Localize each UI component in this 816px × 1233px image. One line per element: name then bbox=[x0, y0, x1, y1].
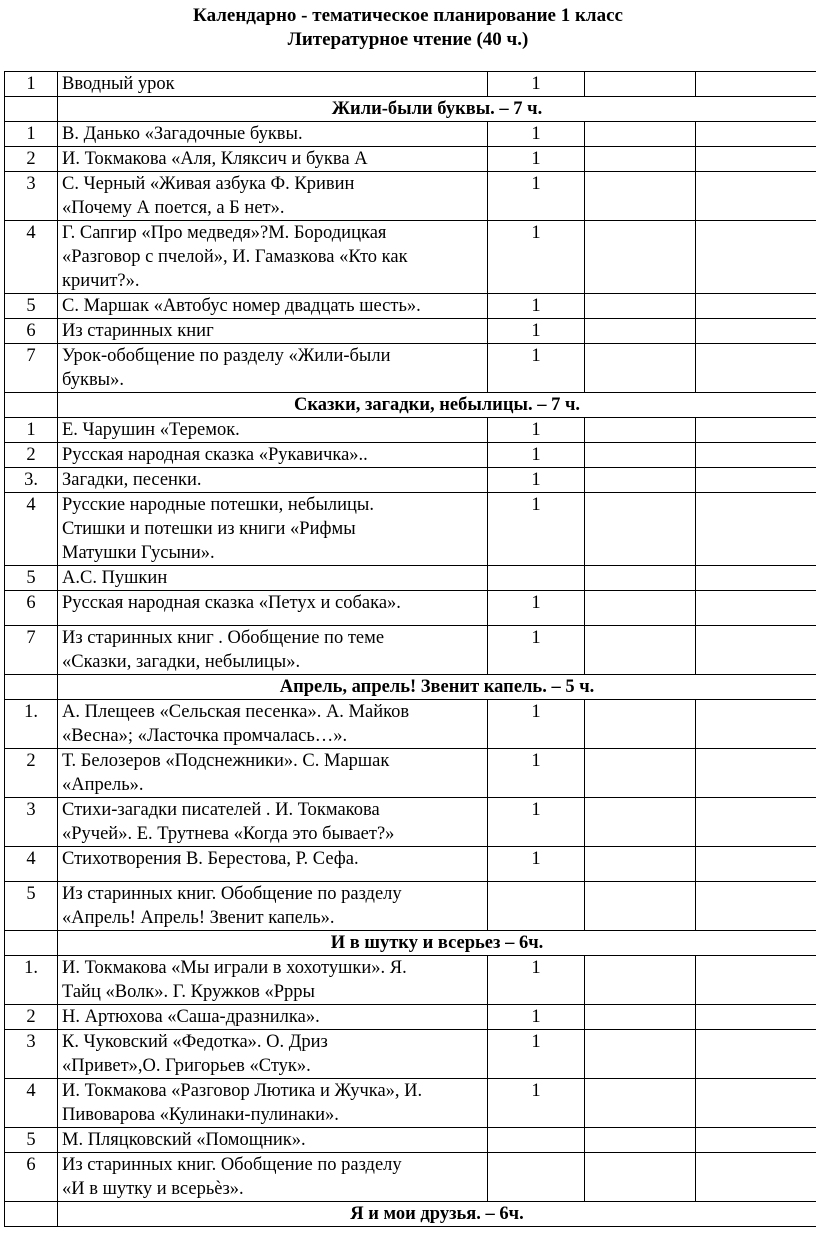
lesson-hours: 1 bbox=[488, 221, 585, 294]
section-number-cell bbox=[5, 393, 58, 418]
section-number-cell bbox=[5, 1202, 58, 1227]
lesson-number: 6 bbox=[5, 591, 58, 626]
lesson-date-plan-cell bbox=[585, 72, 696, 97]
lesson-date-plan-cell bbox=[585, 344, 696, 393]
lesson-title: Вводный урок bbox=[58, 72, 488, 97]
lesson-title: И. Токмакова «Разговор Лютика и Жучка», И. Пивоварова «Кулинаки-пулинаки». bbox=[58, 1079, 488, 1128]
lesson-date-plan-cell bbox=[585, 1128, 696, 1153]
lesson-title: Из старинных книг. Обобщение по разделу «Апрель! Апрель! Звенит капель». bbox=[58, 882, 488, 931]
section-number-cell bbox=[5, 97, 58, 122]
lesson-date-fact-cell bbox=[696, 798, 816, 847]
lesson-number: 3 bbox=[5, 1030, 58, 1079]
lesson-row bbox=[5, 566, 816, 591]
page-title-line2: Литературное чтение (40 ч.) bbox=[287, 29, 529, 50]
lesson-date-plan-cell bbox=[585, 566, 696, 591]
lesson-hours: 1 bbox=[488, 493, 585, 566]
lesson-row bbox=[5, 1153, 816, 1202]
lesson-row bbox=[5, 798, 816, 847]
lesson-hours: 1 bbox=[488, 1079, 585, 1128]
lesson-date-plan-cell bbox=[585, 798, 696, 847]
lesson-hours: 1 bbox=[488, 626, 585, 675]
section-header-row bbox=[5, 931, 816, 956]
lesson-row bbox=[5, 1030, 816, 1079]
lesson-date-fact-cell bbox=[696, 1153, 816, 1202]
lesson-date-fact-cell bbox=[696, 147, 816, 172]
lesson-date-fact-cell bbox=[696, 847, 816, 882]
lesson-hours: 1 bbox=[488, 344, 585, 393]
lesson-title: И. Токмакова «Мы играли в хохотушки». Я. Тайц «Волк». Г. Кружков «Ррры bbox=[58, 956, 488, 1005]
lesson-date-fact-cell bbox=[696, 700, 816, 749]
lesson-title: А. Плещеев «Сельская песенка». А. Майков «Весна»; «Ласточка промчалась…». bbox=[58, 700, 488, 749]
lesson-hours: 1 bbox=[488, 72, 585, 97]
lesson-hours: 1 bbox=[488, 294, 585, 319]
lesson-date-plan-cell bbox=[585, 847, 696, 882]
lesson-hours: 1 bbox=[488, 468, 585, 493]
lesson-title: С. Маршак «Автобус номер двадцать шесть». bbox=[58, 294, 488, 319]
lesson-row bbox=[5, 344, 816, 393]
lesson-row bbox=[5, 418, 816, 443]
section-header-row bbox=[5, 393, 816, 418]
lesson-number: 7 bbox=[5, 626, 58, 675]
lesson-row bbox=[5, 749, 816, 798]
lesson-hours: 1 bbox=[488, 798, 585, 847]
lesson-number: 1. bbox=[5, 956, 58, 1005]
lesson-date-fact-cell bbox=[696, 749, 816, 798]
lesson-row bbox=[5, 1128, 816, 1153]
lesson-date-fact-cell bbox=[696, 172, 816, 221]
section-title: Жили-были буквы. – 7 ч. bbox=[58, 97, 816, 122]
section-header-row bbox=[5, 1202, 816, 1227]
lesson-row bbox=[5, 72, 816, 97]
lesson-date-fact-cell bbox=[696, 221, 816, 294]
lesson-number: 3. bbox=[5, 468, 58, 493]
lesson-date-fact-cell bbox=[696, 294, 816, 319]
lesson-number: 6 bbox=[5, 319, 58, 344]
lesson-hours: 1 bbox=[488, 847, 585, 882]
lesson-title: Стихотворения В. Берестова, Р. Сефа. bbox=[58, 847, 488, 882]
lesson-title: Н. Артюхова «Саша-дразнилка». bbox=[58, 1005, 488, 1030]
section-header-row bbox=[5, 97, 816, 122]
lesson-date-fact-cell bbox=[696, 591, 816, 626]
lesson-date-fact-cell bbox=[696, 1128, 816, 1153]
lesson-date-fact-cell bbox=[696, 122, 816, 147]
lesson-date-fact-cell bbox=[696, 566, 816, 591]
lesson-row bbox=[5, 294, 816, 319]
lesson-title: Е. Чарушин «Теремок. bbox=[58, 418, 488, 443]
lesson-row bbox=[5, 468, 816, 493]
lesson-date-plan-cell bbox=[585, 882, 696, 931]
lesson-number: 2 bbox=[5, 1005, 58, 1030]
lesson-row bbox=[5, 882, 816, 931]
lesson-row bbox=[5, 847, 816, 882]
lesson-title: Стихи-загадки писателей . И. Токмакова «Ручей». Е. Трутнева «Когда это бывает?» bbox=[58, 798, 488, 847]
lesson-row bbox=[5, 956, 816, 1005]
lesson-hours: 1 bbox=[488, 956, 585, 1005]
lesson-number: 2 bbox=[5, 749, 58, 798]
lesson-number: 6 bbox=[5, 1153, 58, 1202]
section-title: Я и мои друзья. – 6ч. bbox=[58, 1202, 816, 1227]
lesson-date-plan-cell bbox=[585, 1030, 696, 1079]
lesson-date-fact-cell bbox=[696, 956, 816, 1005]
lesson-number: 1. bbox=[5, 700, 58, 749]
lesson-title: С. Черный «Живая азбука Ф. Кривин «Почему А поется, а Б нет». bbox=[58, 172, 488, 221]
lesson-number: 5 bbox=[5, 294, 58, 319]
lesson-title: Загадки, песенки. bbox=[58, 468, 488, 493]
lesson-date-fact-cell bbox=[696, 319, 816, 344]
lesson-title: Русская народная сказка «Рукавичка».. bbox=[58, 443, 488, 468]
section-number-cell bbox=[5, 675, 58, 700]
lesson-date-fact-cell bbox=[696, 468, 816, 493]
lesson-row bbox=[5, 221, 816, 294]
lesson-hours: 1 bbox=[488, 1030, 585, 1079]
lesson-date-plan-cell bbox=[585, 493, 696, 566]
lesson-row bbox=[5, 700, 816, 749]
lesson-hours: 1 bbox=[488, 700, 585, 749]
lesson-title: Русские народные потешки, небылицы. Стишки и потешки из книги «Рифмы Матушки Гусыни». bbox=[58, 493, 488, 566]
section-title: И в шутку и всерьез – 6ч. bbox=[58, 931, 816, 956]
lesson-title: А.С. Пушкин bbox=[58, 566, 488, 591]
lesson-title: Из старинных книг bbox=[58, 319, 488, 344]
lesson-row bbox=[5, 319, 816, 344]
lesson-row bbox=[5, 591, 816, 626]
lesson-title: Т. Белозеров «Подснежники». С. Маршак «Апрель». bbox=[58, 749, 488, 798]
lesson-date-plan-cell bbox=[585, 122, 696, 147]
lesson-date-plan-cell bbox=[585, 468, 696, 493]
lesson-title: Русская народная сказка «Петух и собака». bbox=[58, 591, 488, 626]
lesson-hours bbox=[488, 566, 585, 591]
section-number-cell bbox=[5, 931, 58, 956]
lesson-date-plan-cell bbox=[585, 591, 696, 626]
lesson-date-fact-cell bbox=[696, 443, 816, 468]
lesson-number: 1 bbox=[5, 122, 58, 147]
lesson-date-fact-cell bbox=[696, 418, 816, 443]
lesson-date-plan-cell bbox=[585, 1005, 696, 1030]
section-title: Сказки, загадки, небылицы. – 7 ч. bbox=[58, 393, 816, 418]
lesson-date-fact-cell bbox=[696, 344, 816, 393]
lesson-row bbox=[5, 147, 816, 172]
lesson-date-fact-cell bbox=[696, 1030, 816, 1079]
lesson-date-fact-cell bbox=[696, 1079, 816, 1128]
lesson-number: 5 bbox=[5, 882, 58, 931]
lesson-title: Из старинных книг. Обобщение по разделу «И в шутку и всерьѐз». bbox=[58, 1153, 488, 1202]
lesson-date-plan-cell bbox=[585, 1153, 696, 1202]
lesson-number: 2 bbox=[5, 443, 58, 468]
lesson-date-plan-cell bbox=[585, 443, 696, 468]
lesson-number: 5 bbox=[5, 566, 58, 591]
lesson-number: 3 bbox=[5, 172, 58, 221]
lesson-date-plan-cell bbox=[585, 294, 696, 319]
lesson-number: 5 bbox=[5, 1128, 58, 1153]
lesson-number: 4 bbox=[5, 847, 58, 882]
lesson-plan-table bbox=[4, 71, 816, 1227]
lesson-date-plan-cell bbox=[585, 418, 696, 443]
lesson-plan-rows bbox=[5, 72, 816, 1227]
page-title-line1: Календарно - тематическое планирование 1 класс bbox=[193, 5, 623, 26]
lesson-title: И. Токмакова «Аля, Кляксич и буква А bbox=[58, 147, 488, 172]
lesson-hours bbox=[488, 1128, 585, 1153]
lesson-hours: 1 bbox=[488, 319, 585, 344]
lesson-hours: 1 bbox=[488, 749, 585, 798]
lesson-date-fact-cell bbox=[696, 493, 816, 566]
lesson-number: 7 bbox=[5, 344, 58, 393]
lesson-hours: 1 bbox=[488, 122, 585, 147]
section-title: Апрель, апрель! Звенит капель. – 5 ч. bbox=[58, 675, 816, 700]
lesson-title: Из старинных книг . Обобщение по теме «Сказки, загадки, небылицы». bbox=[58, 626, 488, 675]
lesson-title: К. Чуковский «Федотка». О. Дриз «Привет»,О. Григорьев «Стук». bbox=[58, 1030, 488, 1079]
section-header-row bbox=[5, 675, 816, 700]
lesson-date-plan-cell bbox=[585, 700, 696, 749]
lesson-hours: 1 bbox=[488, 147, 585, 172]
lesson-date-fact-cell bbox=[696, 626, 816, 675]
lesson-hours: 1 bbox=[488, 418, 585, 443]
lesson-hours: 1 bbox=[488, 172, 585, 221]
lesson-number: 1 bbox=[5, 418, 58, 443]
lesson-title: М. Пляцковский «Помощник». bbox=[58, 1128, 488, 1153]
lesson-hours: 1 bbox=[488, 1005, 585, 1030]
lesson-row bbox=[5, 172, 816, 221]
lesson-hours bbox=[488, 1153, 585, 1202]
lesson-number: 2 bbox=[5, 147, 58, 172]
lesson-number: 4 bbox=[5, 221, 58, 294]
lesson-date-plan-cell bbox=[585, 221, 696, 294]
lesson-hours: 1 bbox=[488, 591, 585, 626]
lesson-title: В. Данько «Загадочные буквы. bbox=[58, 122, 488, 147]
lesson-hours bbox=[488, 882, 585, 931]
lesson-number: 4 bbox=[5, 493, 58, 566]
lesson-date-plan-cell bbox=[585, 1079, 696, 1128]
lesson-title: Урок-обобщение по разделу «Жили-были буквы». bbox=[58, 344, 488, 393]
lesson-hours: 1 bbox=[488, 443, 585, 468]
lesson-number: 4 bbox=[5, 1079, 58, 1128]
lesson-date-plan-cell bbox=[585, 956, 696, 1005]
lesson-row bbox=[5, 1005, 816, 1030]
lesson-row bbox=[5, 1079, 816, 1128]
lesson-date-fact-cell bbox=[696, 72, 816, 97]
lesson-number: 3 bbox=[5, 798, 58, 847]
lesson-date-plan-cell bbox=[585, 749, 696, 798]
lesson-date-plan-cell bbox=[585, 172, 696, 221]
lesson-date-fact-cell bbox=[696, 1005, 816, 1030]
lesson-date-plan-cell bbox=[585, 147, 696, 172]
lesson-date-plan-cell bbox=[585, 626, 696, 675]
lesson-date-fact-cell bbox=[696, 882, 816, 931]
lesson-date-plan-cell bbox=[585, 319, 696, 344]
lesson-row bbox=[5, 493, 816, 566]
lesson-row bbox=[5, 443, 816, 468]
lesson-row bbox=[5, 626, 816, 675]
lesson-title: Г. Сапгир «Про медведя»?М. Бородицкая «Разговор с пчелой», И. Гамазкова «Кто как кричит?». bbox=[58, 221, 488, 294]
lesson-number: 1 bbox=[5, 72, 58, 97]
lesson-row bbox=[5, 122, 816, 147]
